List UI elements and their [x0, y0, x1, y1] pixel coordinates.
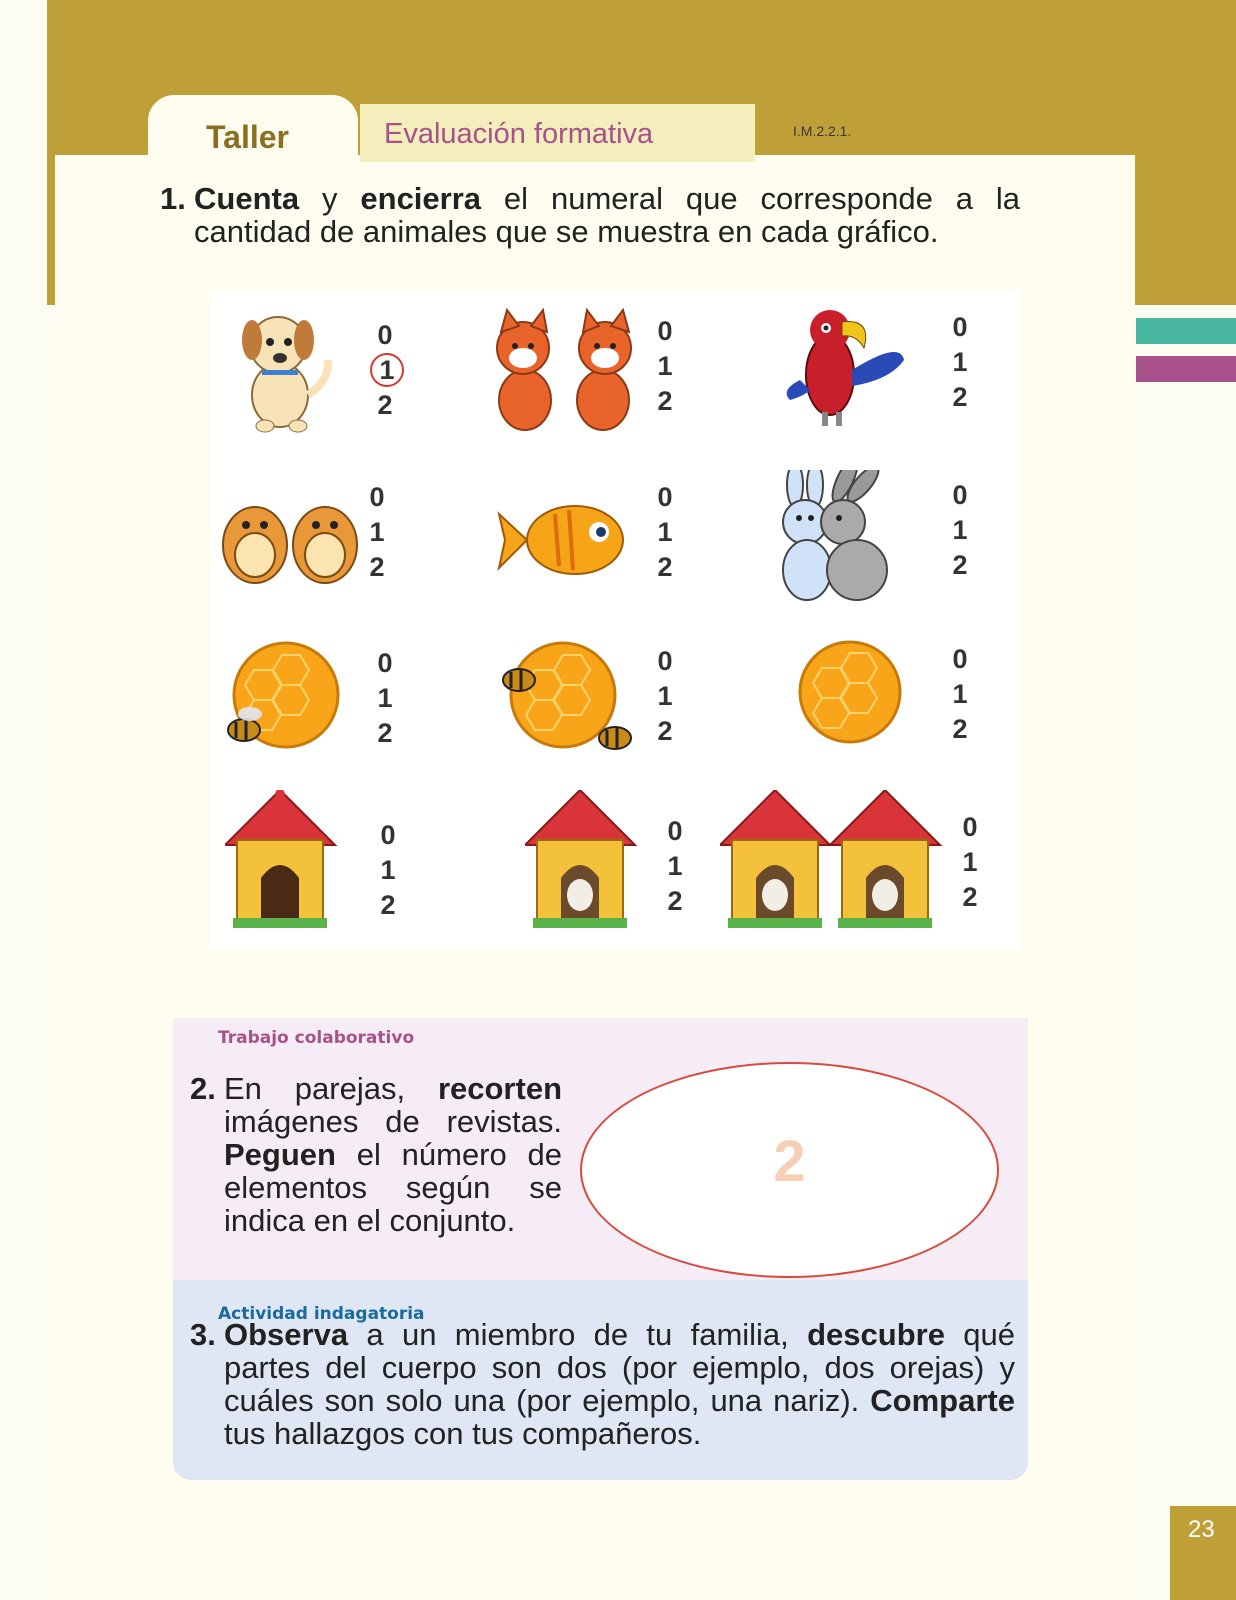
tab-taller: [148, 95, 358, 167]
question-1-number: 1.: [160, 181, 186, 216]
option-0[interactable]: 0: [377, 648, 393, 678]
option-2[interactable]: 2: [377, 718, 393, 748]
cell-honeycomb-one-bee: [220, 640, 490, 810]
options-cell-2: [650, 314, 680, 419]
cell-parrot: [780, 300, 1050, 470]
options-cell-3: [945, 310, 975, 415]
cell-honeycomb: [795, 640, 1065, 810]
q2-bold-peguen: Peguen: [224, 1137, 336, 1172]
options-cell-9: [945, 642, 975, 747]
cell-rabbits: [775, 470, 1045, 640]
option-1[interactable]: 1: [369, 517, 385, 547]
option-1-circled[interactable]: 1: [370, 353, 404, 387]
option-2[interactable]: 2: [657, 552, 673, 582]
option-1[interactable]: 1: [657, 517, 673, 547]
q1-text-b: el numeral que corresponde a la cantidad de animales que se muestra en cada gráfico.: [194, 181, 1020, 249]
option-2[interactable]: 2: [369, 552, 385, 582]
question-3-text: [224, 1318, 1015, 1450]
option-2[interactable]: 2: [952, 382, 968, 412]
q3-bold-descubre: descubre: [807, 1317, 945, 1352]
section-actividad-indagatoria: Actividad indagatoria: [218, 1304, 425, 1324]
two-rabbits-icon: [775, 470, 955, 630]
two-cats-icon: [485, 300, 665, 460]
q3-text-c: tus hallazgos con tus compañeros.: [224, 1416, 702, 1451]
section-trabajo-colaborativo: Trabajo colaborativo: [218, 1028, 415, 1048]
question-1-text: [194, 182, 1020, 248]
question-2-number: 2.: [190, 1071, 216, 1106]
q1-bold-cuenta: Cuenta: [194, 181, 300, 216]
q2-text-a: En parejas,: [224, 1071, 438, 1106]
cell-dog: [220, 300, 490, 470]
option-2[interactable]: 2: [952, 714, 968, 744]
cell-fish: [495, 470, 765, 640]
option-0[interactable]: 0: [657, 482, 673, 512]
option-2[interactable]: 2: [380, 890, 396, 920]
curriculum-code: I.M.2.2.1.: [793, 123, 852, 139]
option-1[interactable]: 1: [377, 683, 393, 713]
q3-bold-comparte: Comparte: [870, 1383, 1015, 1418]
tab-taller-label: Taller: [206, 119, 289, 155]
counting-grid: [210, 290, 1020, 950]
options-cell-8: [650, 644, 680, 749]
option-1[interactable]: 1: [667, 851, 683, 881]
q3-text-a: a un miembro de tu familia,: [348, 1317, 808, 1352]
teal-stripe: [1136, 318, 1236, 344]
option-0[interactable]: 0: [667, 816, 683, 846]
q3-bold-observa: Observa: [224, 1317, 349, 1352]
options-cell-10: [373, 818, 403, 923]
question-3-number: 3.: [190, 1317, 216, 1352]
options-cell-11: [660, 814, 690, 919]
cell-empty-doghouse: [225, 790, 495, 960]
option-0[interactable]: 0: [952, 480, 968, 510]
option-1[interactable]: 1: [952, 515, 968, 545]
tab-evaluacion-label: Evaluación formativa: [384, 118, 654, 150]
option-2[interactable]: 2: [962, 882, 978, 912]
question-2: [190, 1072, 562, 1237]
fish-icon: [495, 470, 675, 630]
cell-two-doghouses: [720, 790, 1020, 960]
page-number-box: [1170, 1506, 1236, 1600]
tab-evaluacion: [360, 104, 755, 162]
q1-text-a: y: [299, 181, 361, 216]
set-oval[interactable]: [580, 1062, 999, 1278]
option-2[interactable]: 2: [657, 716, 673, 746]
option-0[interactable]: 0: [377, 320, 393, 350]
q2-text-c: el número de elementos según se indica en el conjunto.: [224, 1137, 562, 1238]
option-0[interactable]: 0: [952, 312, 968, 342]
option-1[interactable]: 1: [657, 681, 673, 711]
options-cell-7: [370, 646, 400, 751]
two-doghouses-with-dogs-icon: [720, 790, 950, 950]
question-3: [190, 1318, 1015, 1450]
option-2[interactable]: 2: [667, 886, 683, 916]
options-cell-1: [370, 318, 400, 423]
q3-text-b: qué partes del cuerpo son dos (por ejemplo, dos orejas) y cuáles son solo una (por ejemplo, una nariz).: [224, 1317, 1015, 1418]
page-number: 23: [1188, 1516, 1215, 1543]
options-cell-6: [945, 478, 975, 583]
option-0[interactable]: 0: [380, 820, 396, 850]
option-1[interactable]: 1: [657, 351, 673, 381]
option-2[interactable]: 2: [657, 386, 673, 416]
option-1[interactable]: 1: [962, 847, 978, 877]
question-1: [160, 182, 1020, 248]
option-1[interactable]: 1: [952, 347, 968, 377]
q1-bold-encierra: encierra: [360, 181, 482, 216]
option-2[interactable]: 2: [952, 550, 968, 580]
question-2-text: [224, 1072, 562, 1237]
option-0[interactable]: 0: [369, 482, 385, 512]
set-number: 2: [773, 1129, 806, 1194]
cell-cats: [485, 300, 755, 470]
option-1[interactable]: 1: [380, 855, 396, 885]
q2-text-b: imágenes de revistas.: [224, 1104, 562, 1139]
parrot-icon: [780, 300, 960, 460]
honeycomb-two-bees-icon: [495, 640, 675, 800]
options-cell-12: [955, 810, 985, 915]
options-cell-5: [650, 480, 680, 585]
q2-bold-recorten: recorten: [437, 1071, 562, 1106]
cell-hamsters: [210, 470, 480, 640]
option-0[interactable]: 0: [952, 644, 968, 674]
option-0[interactable]: 0: [657, 316, 673, 346]
cell-honeycomb-two-bees: [495, 640, 765, 810]
option-1[interactable]: 1: [952, 679, 968, 709]
option-2[interactable]: 2: [377, 390, 393, 420]
option-0[interactable]: 0: [657, 646, 673, 676]
options-cell-4: [362, 480, 392, 585]
magenta-stripe: [1136, 356, 1236, 382]
option-0[interactable]: 0: [962, 812, 978, 842]
